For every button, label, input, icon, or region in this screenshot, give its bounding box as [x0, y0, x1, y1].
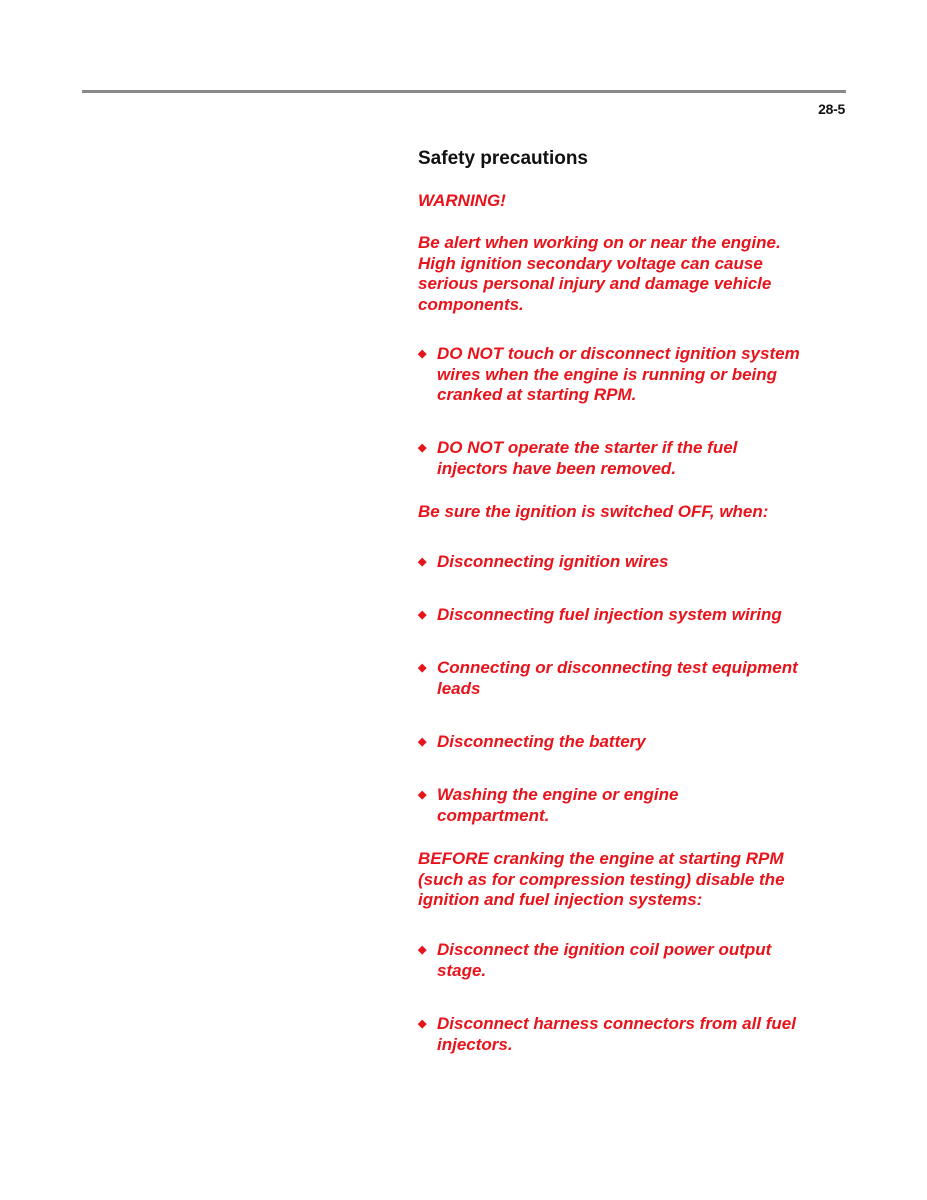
list-item-line: wires when the engine is running or being [437, 364, 778, 384]
list-item-text [437, 438, 838, 479]
list-item [418, 658, 838, 699]
list-item-line: leads [437, 678, 481, 698]
list-item-text [437, 344, 838, 406]
warning-intro-line: High ignition secondary voltage can cause [418, 253, 763, 273]
before-cranking-line: (such as for compression testing) disable the [418, 869, 785, 889]
list-item-line: DO NOT touch or disconnect ignition system [437, 344, 800, 363]
diamond-bullet-icon: ◆ [418, 944, 427, 956]
before-cranking-paragraph [418, 849, 828, 911]
list-item-line: stage. [437, 960, 487, 980]
list-item-line: Connecting or disconnecting test equipment [437, 658, 798, 677]
warning-heading: WARNING! [418, 191, 506, 210]
list-item-text [437, 940, 838, 981]
diamond-bullet-icon: ◆ [418, 1018, 427, 1030]
diamond-bullet-icon: ◆ [418, 442, 427, 454]
list-item-line: injectors. [437, 1034, 513, 1054]
list-item-text [437, 732, 838, 753]
list-item [418, 344, 838, 406]
list-item [418, 438, 838, 479]
diamond-bullet-icon: ◆ [418, 609, 427, 621]
warning-intro-line: Be alert when working on or near the engine. [418, 233, 781, 252]
list-item [418, 552, 838, 573]
list-item-text [437, 658, 838, 699]
diamond-bullet-icon: ◆ [418, 662, 427, 674]
list-item-line: Disconnect the ignition coil power output [437, 940, 772, 959]
list-item [418, 785, 838, 826]
warning-intro-line: components. [418, 294, 524, 314]
list-item-line: Washing the engine or engine [437, 785, 679, 804]
list-item-line: Disconnecting fuel injection system wiring [437, 605, 782, 624]
ignition-off-heading: Be sure the ignition is switched OFF, when: [418, 502, 769, 521]
list-item-line: DO NOT operate the starter if the fuel [437, 438, 738, 457]
warning-intro-line: serious personal injury and damage vehicle [418, 274, 772, 293]
list-item [418, 732, 838, 753]
warning-intro [418, 233, 828, 315]
list-item-line: Disconnect harness connectors from all fuel [437, 1014, 796, 1033]
list-item [418, 940, 838, 981]
diamond-bullet-icon: ◆ [418, 789, 427, 801]
list-item [418, 1014, 838, 1055]
page-number: 28-5 [818, 101, 845, 117]
header-rule [82, 90, 846, 93]
section-title: Safety precautions [418, 148, 588, 169]
diamond-bullet-icon: ◆ [418, 736, 427, 748]
list-item-text [437, 785, 838, 826]
list-item-text [437, 605, 838, 626]
diamond-bullet-icon: ◆ [418, 348, 427, 360]
list-item-line: compartment. [437, 805, 550, 825]
list-item [418, 605, 838, 626]
before-cranking-line: BEFORE cranking the engine at starting RPM [418, 849, 784, 868]
list-item-line: Disconnecting the battery [437, 732, 646, 751]
list-item-line: injectors have been removed. [437, 458, 677, 478]
diamond-bullet-icon: ◆ [418, 556, 427, 568]
list-item-text [437, 1014, 838, 1055]
list-item-line: Disconnecting ignition wires [437, 552, 669, 571]
before-cranking-line: ignition and fuel injection systems: [418, 890, 703, 909]
list-item-line: cranked at starting RPM. [437, 385, 637, 404]
list-item-text [437, 552, 838, 573]
